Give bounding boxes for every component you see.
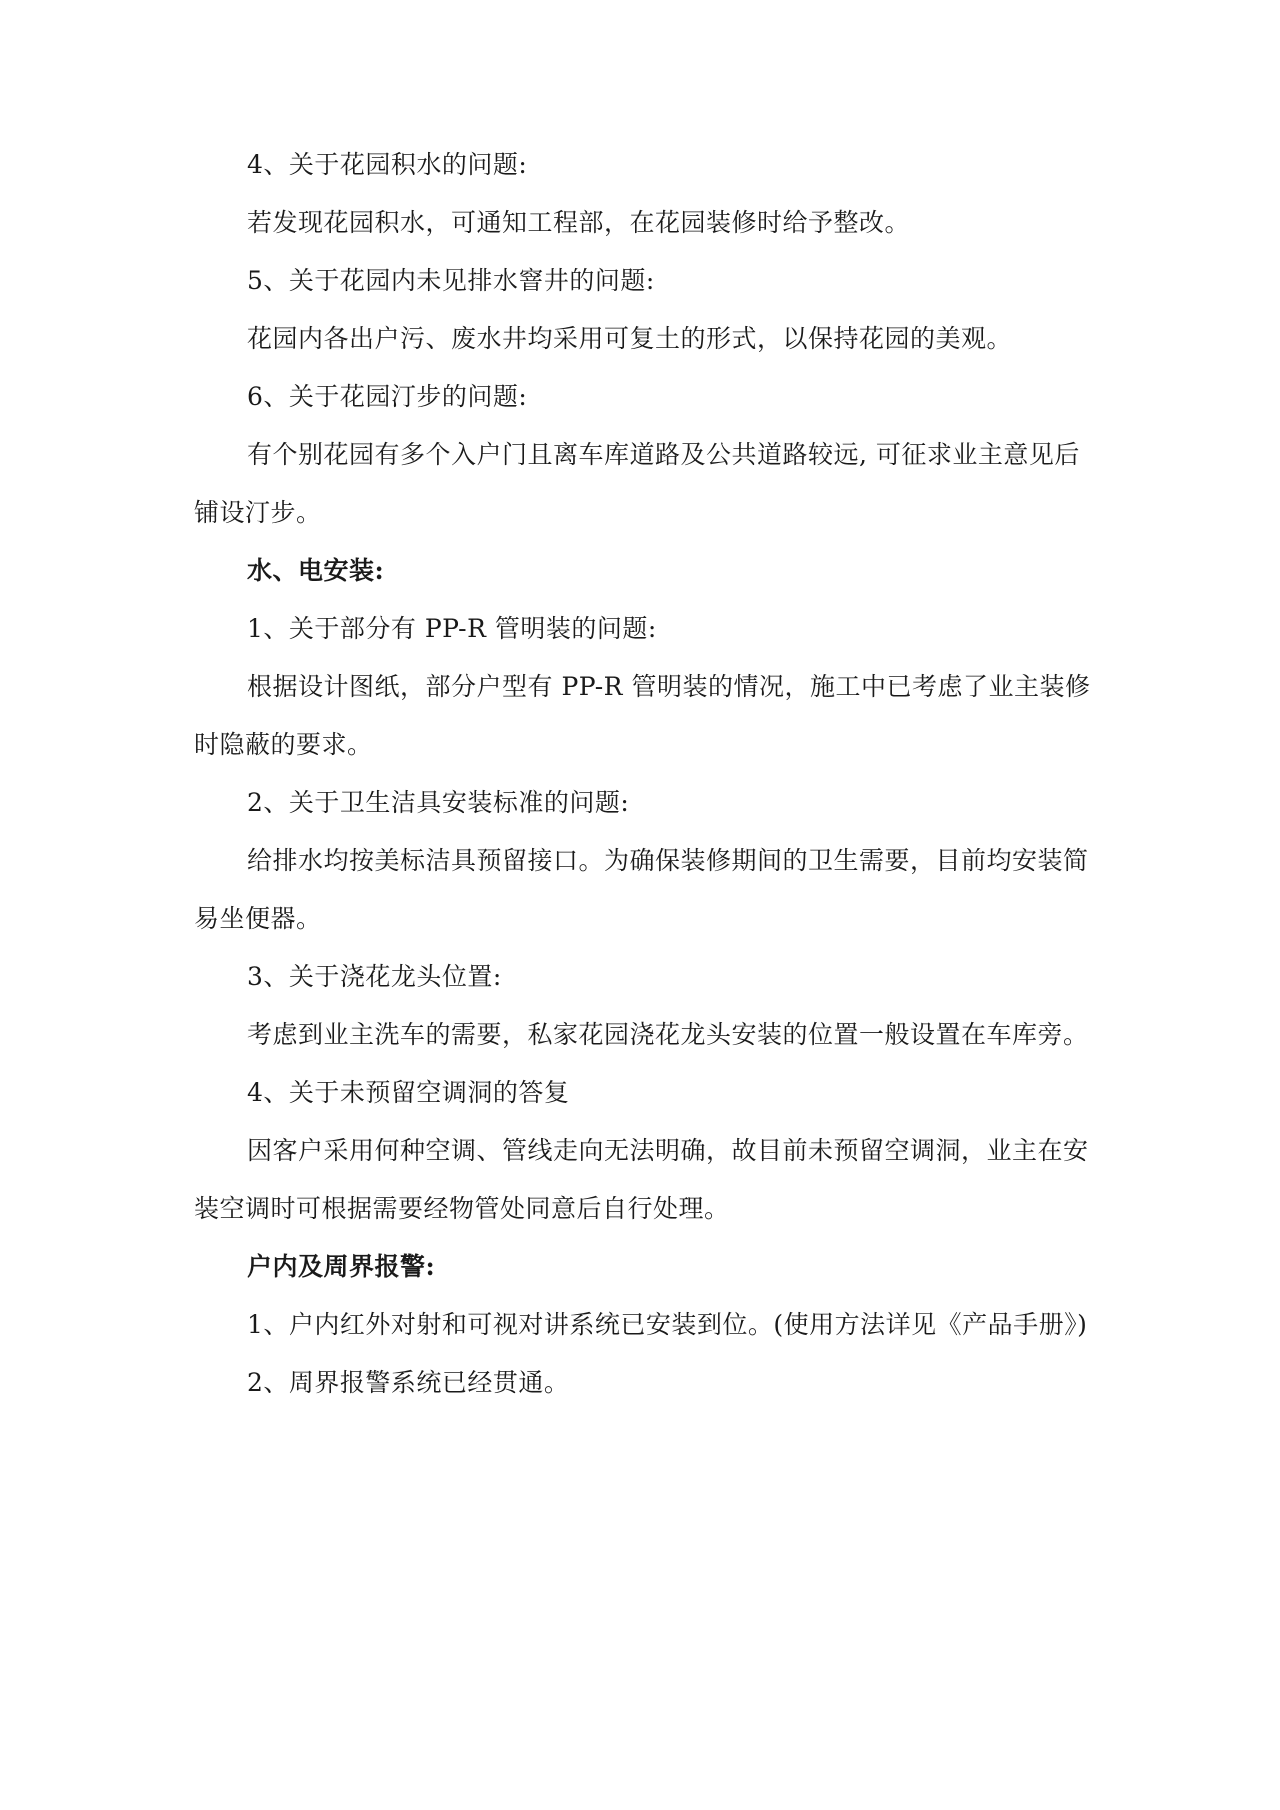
plumbing-q1-title: 1、关于部分有 PP-R 管明装的问题: (247, 614, 657, 643)
plumbing-q2-answer-line2: 易坐便器。 (194, 904, 322, 933)
plumbing-q1-answer-line2: 时隐蔽的要求。 (194, 730, 373, 759)
garden-q6-answer-line1: 有个别花园有多个入户门且离车库道路及公共道路较远, 可征求业主意见后 (247, 440, 1080, 469)
garden-q4-title: 4、关于花园积水的问题: (247, 150, 528, 179)
alarm-item-2: 2、周界报警系统已经贯通。 (247, 1368, 570, 1397)
plumbing-q2-answer-line1: 给排水均按美标洁具预留接口。为确保装修期间的卫生需要，目前均安装简 (247, 846, 1089, 875)
plumbing-heading: 水、电安装: (247, 556, 385, 585)
garden-q5-answer: 花园内各出户污、废水井均采用可复土的形式，以保持花园的美观。 (247, 324, 1013, 353)
plumbing-q2-title: 2、关于卫生洁具安装标准的问题: (247, 788, 630, 817)
plumbing-q1-answer-line1: 根据设计图纸，部分户型有 PP-R 管明装的情况，施工中已考虑了业主装修 (247, 672, 1091, 701)
plumbing-q4-answer-line1: 因客户采用何种空调、管线走向无法明确，故目前未预留空调洞，业主在安 (247, 1136, 1089, 1165)
alarm-heading: 户内及周界报警: (247, 1252, 436, 1281)
plumbing-q4-answer-line2: 装空调时可根据需要经物管处同意后自行处理。 (194, 1194, 730, 1223)
plumbing-q4-title: 4、关于未预留空调洞的答复 (247, 1078, 570, 1107)
plumbing-q3-answer: 考虑到业主洗车的需要，私家花园浇花龙头安装的位置一般设置在车库旁。 (247, 1020, 1089, 1049)
garden-q4-answer: 若发现花园积水，可通知工程部，在花园装修时给予整改。 (247, 208, 911, 237)
plumbing-q3-title: 3、关于浇花龙头位置: (247, 962, 502, 991)
alarm-item-1: 1、户内红外对射和可视对讲系统已安装到位。(使用方法详见《产品手册》) (247, 1310, 1088, 1339)
garden-q5-title: 5、关于花园内未见排水窨井的问题: (247, 266, 655, 295)
garden-q6-title: 6、关于花园汀步的问题: (247, 382, 528, 411)
garden-q6-answer-line2: 铺设汀步。 (194, 498, 322, 527)
